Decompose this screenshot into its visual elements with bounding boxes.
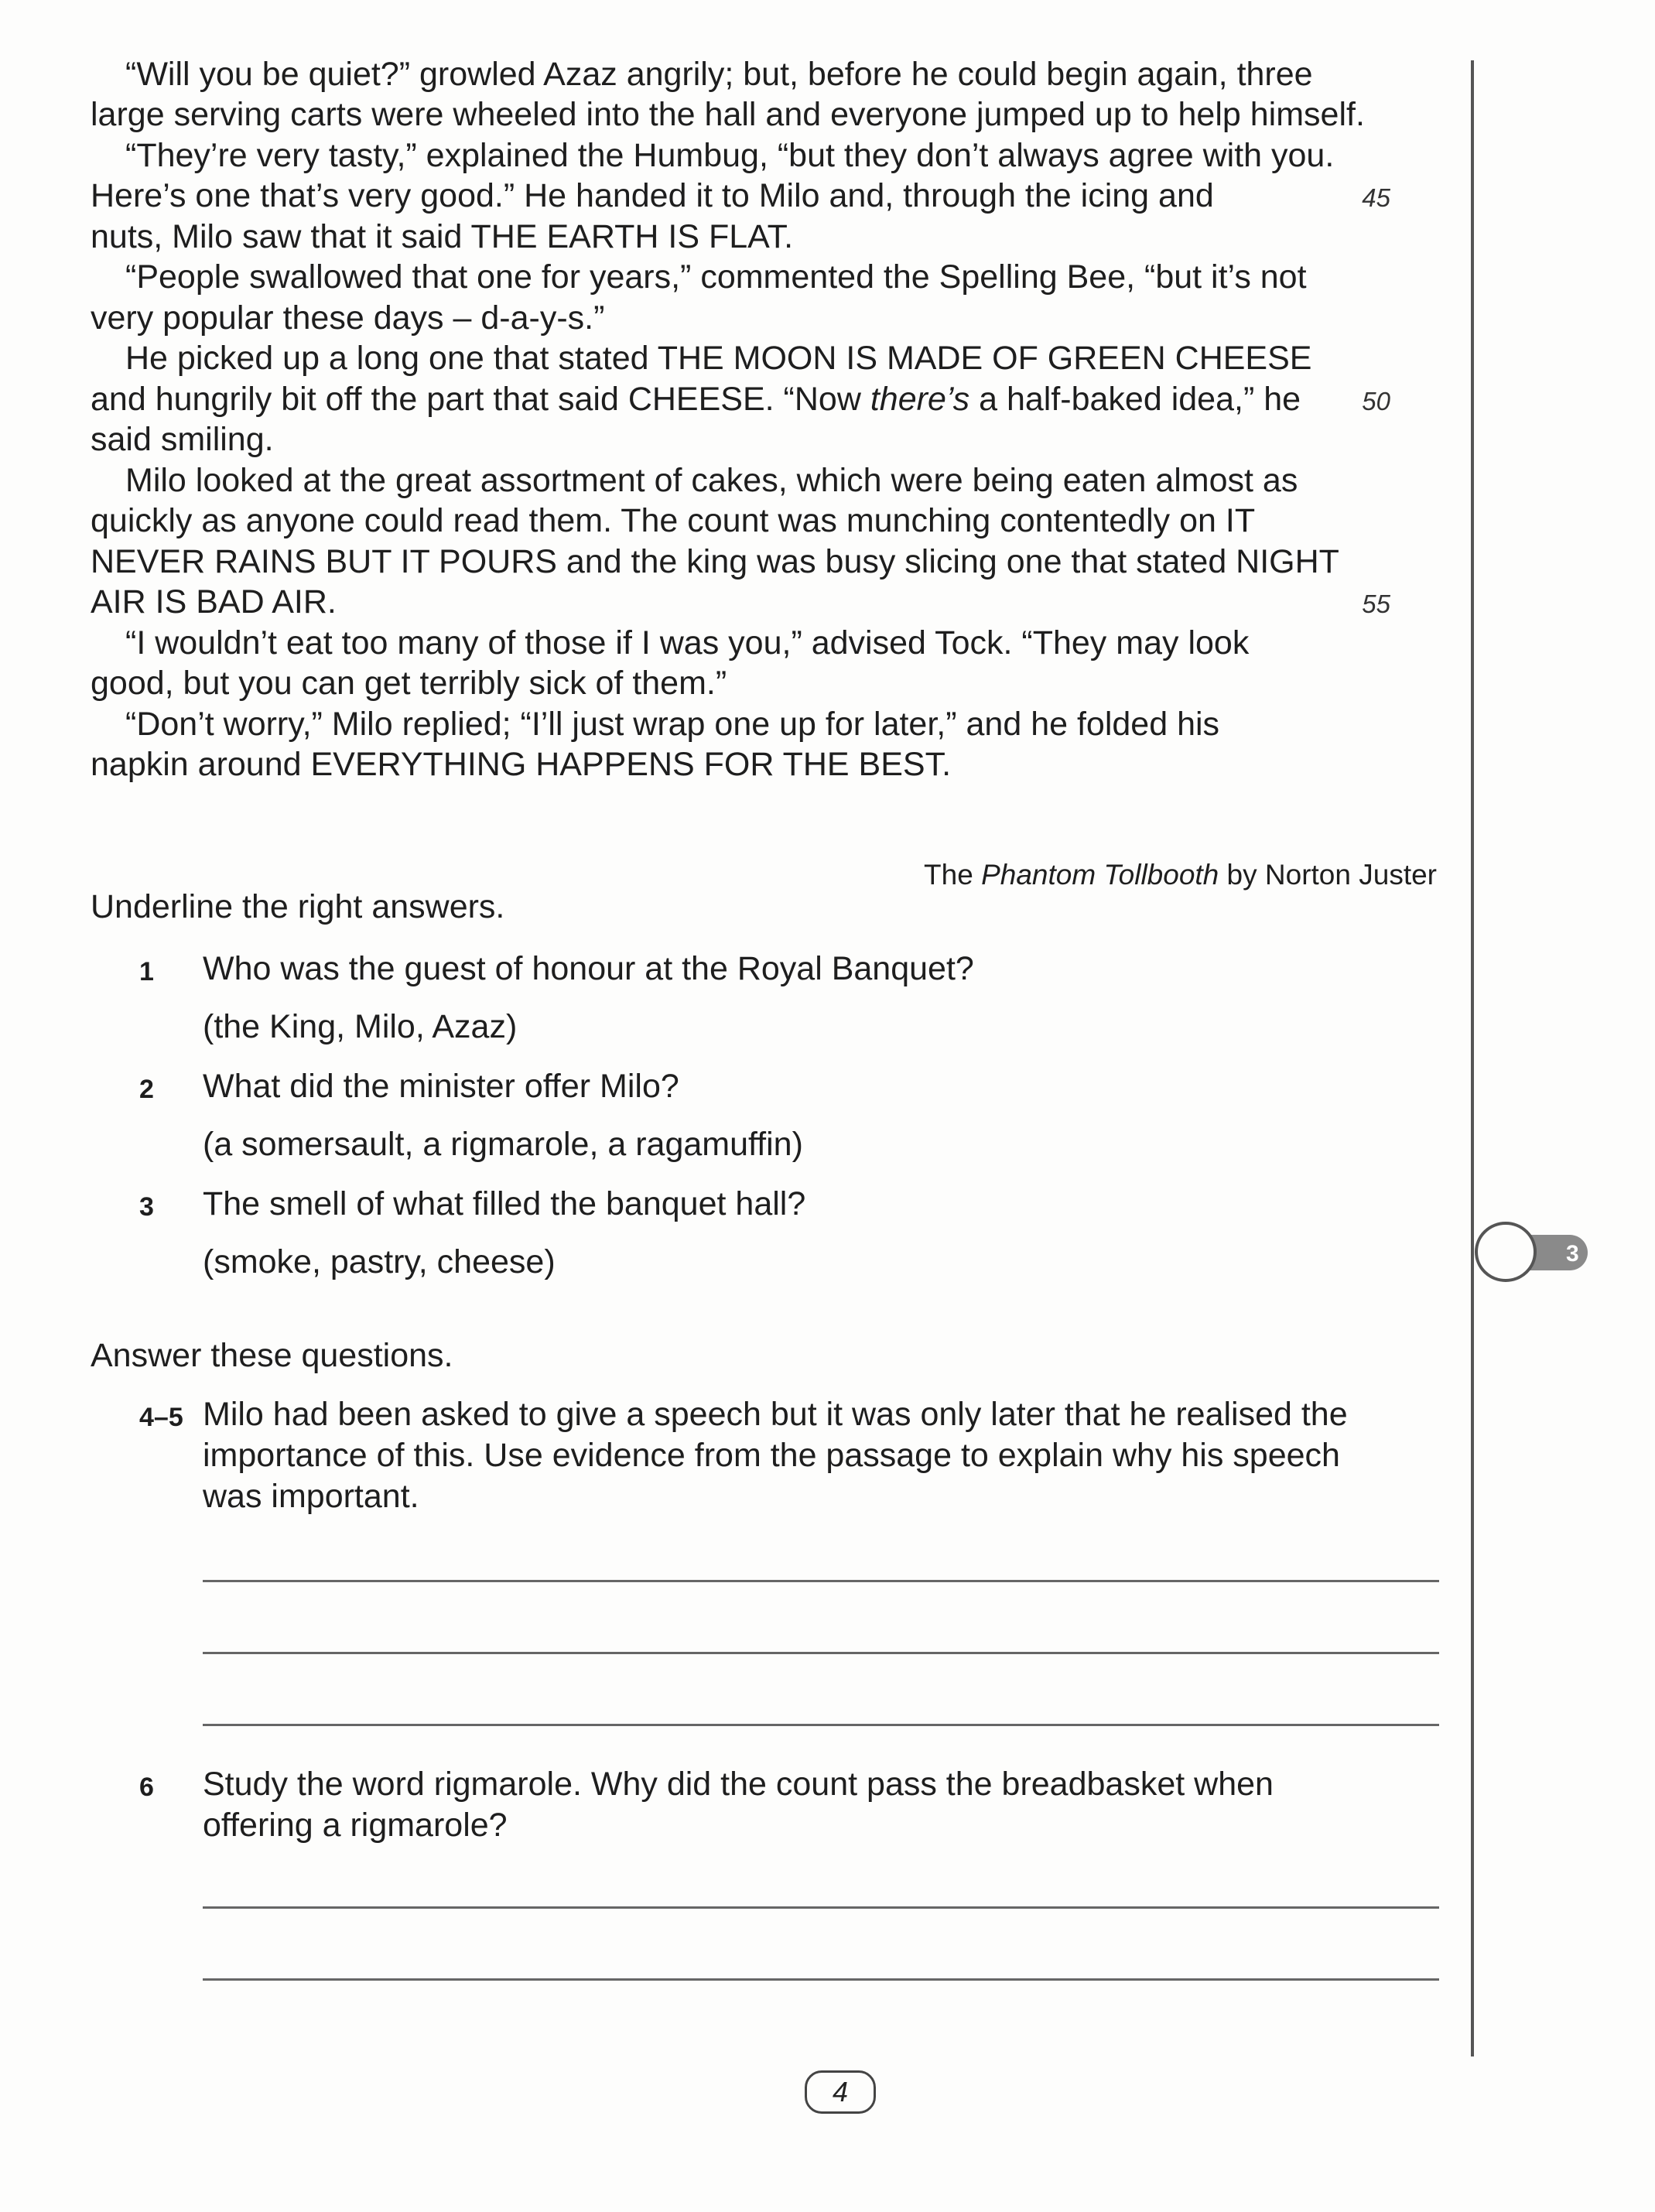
instruction-underline: Underline the right answers. <box>91 888 505 925</box>
passage-line: “Don’t worry,” Milo replied; “I’ll just wrap one up for later,” and he folded his <box>125 706 1220 743</box>
passage-line: large serving carts were wheeled into the hall and everyone jumped up to help himself. <box>91 96 1365 133</box>
passage-line: “I wouldn’t eat too many of those if I was you,” advised Tock. “They may look <box>125 624 1250 662</box>
question-text: offering a rigmarole? <box>203 1807 508 1844</box>
page-number: 4 <box>805 2070 876 2114</box>
passage-line: and hungrily bit off the part that said CHEESE. “Now there’s a half-baked idea,” he <box>91 381 1301 418</box>
line-number: 55 <box>1362 590 1390 618</box>
citation: The Phantom Tollbooth by Norton Juster <box>924 859 1437 891</box>
passage-line: good, but you can get terribly sick of them.” <box>91 665 727 702</box>
question-number: 1 <box>139 957 154 986</box>
answer-line[interactable] <box>203 1724 1439 1726</box>
passage-line: said smiling. <box>91 421 274 458</box>
question-text: Milo had been asked to give a speech but it was only later that he realised the <box>203 1396 1348 1433</box>
answer-line[interactable] <box>203 1906 1439 1909</box>
question-number: 3 <box>139 1192 154 1222</box>
answer-options[interactable]: (a somersault, a rigmarole, a ragamuffin) <box>203 1126 803 1163</box>
question-text: Study the word rigmarole. Why did the count pass the breadbasket when <box>203 1766 1274 1803</box>
passage-line: He picked up a long one that stated THE MOON IS MADE OF GREEN CHEESE <box>125 340 1312 377</box>
question-number: 4–5 <box>139 1403 183 1432</box>
passage-line: quickly as anyone could read them. The count was munching contentedly on IT <box>91 502 1256 539</box>
passage-line: “They’re very tasty,” explained the Humbug, “but they don’t always agree with you. <box>125 137 1335 174</box>
passage-line: very popular these days – d-a-y-s.” <box>91 299 605 337</box>
passage-line: NEVER RAINS BUT IT POURS and the king was busy slicing one that stated NIGHT <box>91 543 1339 580</box>
question-text: was important. <box>203 1478 419 1515</box>
score-value: 3 <box>1566 1241 1579 1267</box>
score-tab <box>1473 1221 1589 1284</box>
question-text: The smell of what filled the banquet hall? <box>203 1185 806 1222</box>
question-text: importance of this. Use evidence from the passage to explain why his speech <box>203 1437 1340 1474</box>
question-number: 6 <box>139 1773 154 1802</box>
instruction-answer: Answer these questions. <box>91 1337 453 1374</box>
answer-options[interactable]: (smoke, pastry, cheese) <box>203 1243 556 1280</box>
answer-line[interactable] <box>203 1652 1439 1654</box>
line-number: 45 <box>1362 183 1390 212</box>
answer-line[interactable] <box>203 1978 1439 1981</box>
book-title: Phantom Tollbooth <box>981 859 1219 891</box>
answer-line[interactable] <box>203 1580 1439 1582</box>
emphasis-text: there’s <box>870 381 970 418</box>
passage-line: “Will you be quiet?” growled Azaz angrily; but, before he could begin again, three <box>125 56 1313 93</box>
line-number: 50 <box>1362 387 1390 415</box>
passage-line: “People swallowed that one for years,” commented the Spelling Bee, “but it’s not <box>125 258 1307 296</box>
passage-line: Milo looked at the great assortment of cakes, which were being eaten almost as <box>125 462 1298 499</box>
question-number: 2 <box>139 1075 154 1104</box>
passage-line: nuts, Milo saw that it said THE EARTH IS FLAT. <box>91 218 794 255</box>
passage-line: Here’s one that’s very good.” He handed it to Milo and, through the icing and <box>91 177 1214 214</box>
answer-options[interactable]: (the King, Milo, Azaz) <box>203 1008 518 1045</box>
passage-line: napkin around EVERYTHING HAPPENS FOR THE BEST. <box>91 746 952 783</box>
question-text: What did the minister offer Milo? <box>203 1068 679 1105</box>
question-text: Who was the guest of honour at the Royal Banquet? <box>203 950 974 987</box>
passage-line: AIR IS BAD AIR. <box>91 583 337 621</box>
margin-rule <box>1471 60 1474 2056</box>
